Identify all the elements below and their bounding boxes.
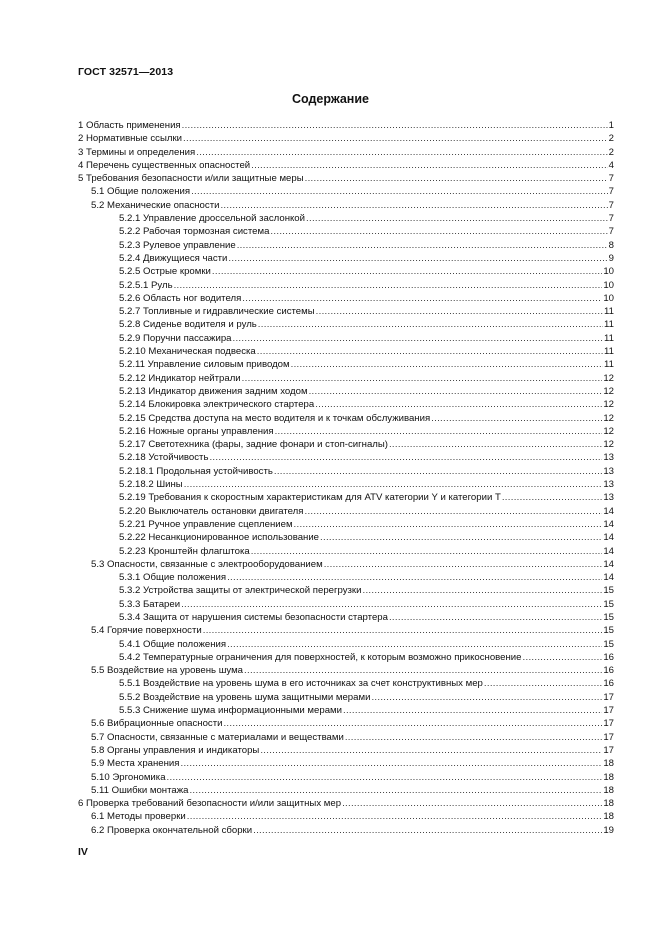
toc-entry-label: 5.2.14 Блокировка электрического стартера (119, 399, 315, 411)
toc-leader-dots (315, 398, 602, 411)
toc-entry-label: 5.2.18.2 Шины (119, 479, 183, 491)
toc-leader-dots (502, 491, 603, 504)
toc-entry-label: 6.2 Проверка окончательной сборки (91, 824, 253, 836)
toc-leader-dots (309, 385, 603, 398)
toc-entry-page: 11 (604, 359, 614, 371)
toc-entry[interactable] (78, 332, 614, 345)
toc-entry[interactable] (78, 571, 614, 584)
toc-leader-dots (320, 531, 602, 544)
toc-leader-dots (242, 372, 603, 385)
toc-entry[interactable] (78, 199, 614, 212)
toc-leader-dots (180, 757, 602, 770)
toc-entry[interactable] (78, 664, 614, 677)
toc-entry-page: 18 (603, 758, 614, 770)
toc-leader-dots (183, 132, 608, 145)
toc-leader-dots (253, 824, 602, 837)
toc-entry[interactable] (78, 624, 614, 637)
toc-entry-label: 2 Нормативные ссылки (78, 133, 183, 145)
toc-entry-label: 5.2.21 Ручное управление сцеплением (119, 518, 293, 530)
toc-leader-dots (305, 172, 608, 185)
toc-entry-label: 5.5.3 Снижение шума информационными мерами (119, 705, 342, 717)
toc-entry-label: 5.4.2 Температурные ограничения для поверхностей, к которым возможно прикосновение (119, 651, 522, 663)
toc-leader-dots (291, 358, 603, 371)
toc-leader-dots (274, 465, 602, 478)
toc-entry[interactable] (78, 146, 614, 159)
toc-leader-dots (275, 425, 603, 438)
toc-leader-dots (345, 731, 602, 744)
toc-leader-dots (174, 279, 603, 292)
toc-leader-dots (227, 571, 602, 584)
toc-leader-dots (484, 677, 602, 690)
toc-entry[interactable] (78, 345, 614, 358)
toc-entry-page: 18 (603, 798, 614, 810)
toc-entry-page: 16 (603, 665, 614, 677)
toc-entry[interactable] (78, 505, 614, 518)
toc-leader-dots (251, 159, 608, 172)
toc-leader-dots (342, 797, 602, 810)
toc-entry-page: 13 (603, 479, 614, 491)
standard-code: ГОСТ 32571—2013 (78, 66, 174, 78)
toc-entry-page: 7 (608, 213, 614, 225)
toc-entry-page: 17 (603, 705, 614, 717)
toc-entry-label: 5.2.6 Область ног водителя (119, 292, 242, 304)
toc-entry-page: 12 (603, 372, 614, 384)
toc-entry-label: 1 Область применения (78, 120, 181, 131)
table-of-contents (78, 119, 614, 837)
toc-leader-dots (258, 318, 603, 331)
toc-entry-label: 5.7 Опасности, связанные с материалами и веществами (91, 731, 344, 743)
toc-leader-dots (223, 717, 602, 730)
toc-entry-label: 5 Требования безопасности и/или защитные меры (78, 173, 304, 185)
toc-entry-page: 7 (608, 199, 614, 211)
page-number: IV (78, 846, 88, 858)
toc-leader-dots (371, 691, 602, 704)
toc-entry-label: 5.2.18 Устойчивость (119, 452, 209, 464)
toc-entry-page: 9 (608, 252, 614, 264)
toc-leader-dots (244, 664, 602, 677)
toc-entry-page: 17 (603, 744, 614, 756)
toc-leader-dots (242, 292, 602, 305)
toc-entry-page: 11 (604, 346, 614, 358)
toc-entry[interactable] (78, 545, 614, 558)
toc-entry-page: 17 (603, 718, 614, 730)
toc-entry-page: 18 (603, 811, 614, 823)
toc-entry[interactable] (78, 358, 614, 371)
toc-entry[interactable] (78, 771, 614, 784)
toc-entry-label: 5.3.2 Устройства защиты от электрической перегрузки (119, 585, 362, 597)
toc-entry[interactable] (78, 265, 614, 278)
toc-entry-label: 5.2.1 Управление дроссельной заслонкой (119, 213, 306, 225)
toc-entry-label: 6.1 Методы проверки (91, 811, 186, 823)
toc-leader-dots (306, 212, 608, 225)
toc-entry-page: 18 (603, 771, 614, 783)
toc-entry-label: 5.1 Общие положения (91, 186, 191, 198)
toc-entry[interactable] (78, 824, 614, 837)
toc-entry-label: 5.11 Ошибки монтажа (91, 784, 189, 796)
toc-entry[interactable] (78, 478, 614, 491)
toc-entry[interactable] (78, 465, 614, 478)
toc-entry-label: 5.2.12 Индикатор нейтрали (119, 372, 241, 384)
toc-entry-label: 5.3 Опасности, связанные с электрооборудованием (91, 558, 323, 570)
toc-leader-dots (189, 784, 602, 797)
toc-entry[interactable] (78, 425, 614, 438)
toc-entry-label: 4 Перечень существенных опасностей (78, 159, 251, 171)
toc-entry-label: 5.5.1 Воздействие на уровень шума в его источниках за счет конструктивных мер (119, 678, 483, 690)
toc-entry-page: 11 (604, 332, 614, 344)
toc-entry-page: 12 (603, 399, 614, 411)
toc-entry-page: 15 (603, 585, 614, 597)
toc-entry-label: 5.2.20 Выключатель остановки двигателя (119, 505, 304, 517)
toc-leader-dots (181, 598, 602, 611)
toc-leader-dots (227, 638, 602, 651)
toc-entry[interactable] (78, 651, 614, 664)
toc-entry-page: 14 (603, 505, 614, 517)
toc-leader-dots (220, 199, 607, 212)
toc-entry[interactable] (78, 797, 614, 810)
toc-leader-dots (324, 558, 603, 571)
toc-leader-dots (212, 265, 602, 278)
toc-leader-dots (187, 810, 603, 823)
toc-entry-label: 5.2.17 Светотехника (фары, задние фонари и стоп-сигналы) (119, 439, 388, 451)
toc-entry-page: 18 (603, 784, 614, 796)
toc-entry[interactable] (78, 412, 614, 425)
toc-entry-page: 12 (603, 385, 614, 397)
toc-entry-page: 14 (603, 545, 614, 557)
toc-entry-label: 3 Термины и определения (78, 146, 196, 158)
toc-entry-page: 2 (608, 146, 614, 158)
toc-entry-label: 5.3.4 Защита от нарушения системы безопасности стартера (119, 611, 388, 623)
toc-leader-dots (196, 146, 607, 159)
toc-entry-label: 5.3.1 Общие положения (119, 572, 227, 584)
toc-entry-label: 5.2.4 Движущиеся части (119, 252, 228, 264)
toc-entry-label: 5.2.11 Управление силовым приводом (119, 359, 290, 371)
toc-entry-page: 11 (604, 319, 614, 331)
toc-entry-label: 5.2 Механические опасности (91, 199, 220, 211)
toc-entry[interactable] (78, 611, 614, 624)
toc-leader-dots (228, 252, 607, 265)
toc-entry-page: 14 (603, 518, 614, 530)
page-title: Содержание (291, 92, 369, 106)
toc-leader-dots (304, 505, 602, 518)
toc-entry-page: 7 (608, 173, 614, 185)
toc-entry[interactable] (78, 810, 614, 823)
toc-entry[interactable] (78, 212, 614, 225)
toc-leader-dots (184, 478, 603, 491)
toc-entry[interactable] (78, 717, 614, 730)
toc-entry[interactable] (78, 172, 614, 185)
toc-entry-label: 5.5.2 Воздействие на уровень шума защитными мерами (119, 691, 371, 703)
toc-entry-page: 13 (603, 452, 614, 464)
toc-entry-label: 6 Проверка требований безопасности и/или защитных мер (78, 798, 342, 810)
toc-entry[interactable] (78, 279, 614, 292)
toc-entry-label: 5.6 Вибрационные опасности (91, 718, 223, 730)
toc-entry-page: 4 (608, 159, 614, 171)
toc-entry[interactable] (78, 398, 614, 411)
toc-entry[interactable] (78, 239, 614, 252)
toc-entry[interactable] (78, 132, 614, 145)
toc-entry-label: 5.2.9 Поручни пассажира (119, 332, 232, 344)
toc-leader-dots (251, 545, 603, 558)
toc-entry-page: 10 (603, 266, 614, 278)
toc-entry-label: 5.2.2 Рабочая тормозная система (119, 226, 270, 238)
toc-entry-page: 14 (603, 558, 614, 570)
toc-leader-dots (209, 451, 602, 464)
toc-entry[interactable] (78, 491, 614, 504)
toc-leader-dots (203, 624, 603, 637)
toc-entry-label: 5.2.13 Индикатор движения задним ходом (119, 385, 308, 397)
toc-entry-label: 5.2.10 Механическая подвеска (119, 346, 256, 358)
toc-entry-label: 5.2.15 Средства доступа на место водителя и к точкам обслуживания (119, 412, 431, 424)
toc-entry[interactable] (78, 558, 614, 571)
toc-leader-dots (343, 704, 602, 717)
toc-entry[interactable] (78, 438, 614, 451)
toc-entry[interactable] (78, 677, 614, 690)
toc-entry[interactable] (78, 531, 614, 544)
toc-entry-page: 7 (608, 226, 614, 238)
toc-entry[interactable] (78, 318, 614, 331)
toc-entry-page: 13 (603, 492, 614, 504)
toc-entry-label: 5.4.1 Общие положения (119, 638, 227, 650)
toc-entry-label: 5.2.22 Несанкционированное использование (119, 532, 320, 544)
toc-entry[interactable] (78, 159, 614, 172)
toc-leader-dots (523, 651, 603, 664)
toc-entry-page: 15 (603, 611, 614, 623)
toc-leader-dots (233, 332, 604, 345)
toc-entry[interactable] (78, 638, 614, 651)
toc-entry-label: 5.2.18.1 Продольная устойчивость (119, 465, 273, 477)
toc-entry-page: 10 (603, 279, 614, 291)
toc-entry-label: 5.8 Органы управления и индикаторы (91, 744, 260, 756)
toc-entry[interactable] (78, 744, 614, 757)
toc-entry[interactable] (78, 292, 614, 305)
toc-entry-page: 2 (608, 133, 614, 145)
toc-entry[interactable] (78, 757, 614, 770)
toc-entry-page: 16 (603, 651, 614, 663)
toc-entry[interactable] (78, 185, 614, 198)
toc-entry-label: 5.2.7 Топливные и гидравлические системы (119, 306, 315, 318)
toc-entry[interactable] (78, 252, 614, 265)
toc-leader-dots (237, 239, 608, 252)
toc-entry-page: 10 (603, 292, 614, 304)
toc-entry-page: 15 (603, 625, 614, 637)
toc-entry-label: 5.4 Горячие поверхности (91, 625, 202, 637)
toc-entry-label: 5.5 Воздействие на уровень шума (91, 665, 244, 677)
toc-leader-dots (257, 345, 603, 358)
toc-entry[interactable] (78, 305, 614, 318)
toc-entry-page: 16 (603, 678, 614, 690)
toc-entry-page: 12 (603, 425, 614, 437)
toc-entry-label: 5.2.19 Требования к скоростным характеристикам для ATV категории Y и категории T (119, 492, 501, 504)
toc-entry-page: 17 (603, 731, 614, 743)
toc-entry-page: 11 (604, 306, 614, 318)
toc-leader-dots (294, 518, 603, 531)
toc-entry-page: 8 (608, 239, 614, 251)
toc-entry-page: 14 (603, 572, 614, 584)
toc-entry-page: 13 (603, 465, 614, 477)
toc-entry[interactable] (78, 691, 614, 704)
toc-entry-page: 14 (603, 532, 614, 544)
toc-entry[interactable] (78, 119, 614, 132)
toc-entry-page: 19 (603, 824, 614, 836)
toc-entry-label: 5.9 Места хранения (91, 758, 180, 770)
toc-entry-page: 12 (603, 439, 614, 451)
toc-entry-label: 5.3.3 Батареи (119, 598, 181, 610)
toc-entry-label: 5.2.5.1 Руль (119, 279, 173, 291)
toc-entry-page: 7 (608, 186, 614, 198)
toc-leader-dots (389, 611, 602, 624)
toc-entry[interactable] (78, 584, 614, 597)
toc-entry-label: 5.2.23 Кронштейн флагштока (119, 545, 250, 557)
toc-entry[interactable] (78, 518, 614, 531)
toc-entry-page: 1 (608, 120, 614, 131)
toc-leader-dots (260, 744, 602, 757)
toc-leader-dots (182, 119, 608, 132)
toc-leader-dots (431, 412, 602, 425)
toc-entry-label: 5.2.3 Рулевое управление (119, 239, 236, 251)
toc-leader-dots (389, 438, 602, 451)
toc-leader-dots (191, 185, 608, 198)
toc-entry-page: 15 (603, 598, 614, 610)
toc-entry[interactable] (78, 385, 614, 398)
toc-entry[interactable] (78, 784, 614, 797)
toc-entry-label: 5.10 Эргономика (91, 771, 166, 783)
toc-entry-label: 5.2.5 Острые кромки (119, 266, 211, 278)
toc-entry-page: 17 (603, 691, 614, 703)
toc-entry[interactable] (78, 225, 614, 238)
toc-entry-page: 15 (603, 638, 614, 650)
toc-entry[interactable] (78, 598, 614, 611)
toc-leader-dots (167, 771, 603, 784)
toc-leader-dots (316, 305, 603, 318)
toc-entry[interactable] (78, 372, 614, 385)
toc-entry-label: 5.2.16 Ножные органы управления (119, 425, 274, 437)
toc-leader-dots (270, 225, 607, 238)
toc-leader-dots (362, 584, 602, 597)
toc-entry[interactable] (78, 731, 614, 744)
toc-entry-label: 5.2.8 Сиденье водителя и руль (119, 319, 257, 331)
toc-entry[interactable] (78, 451, 614, 464)
toc-entry-page: 12 (603, 412, 614, 424)
toc-entry[interactable] (78, 704, 614, 717)
